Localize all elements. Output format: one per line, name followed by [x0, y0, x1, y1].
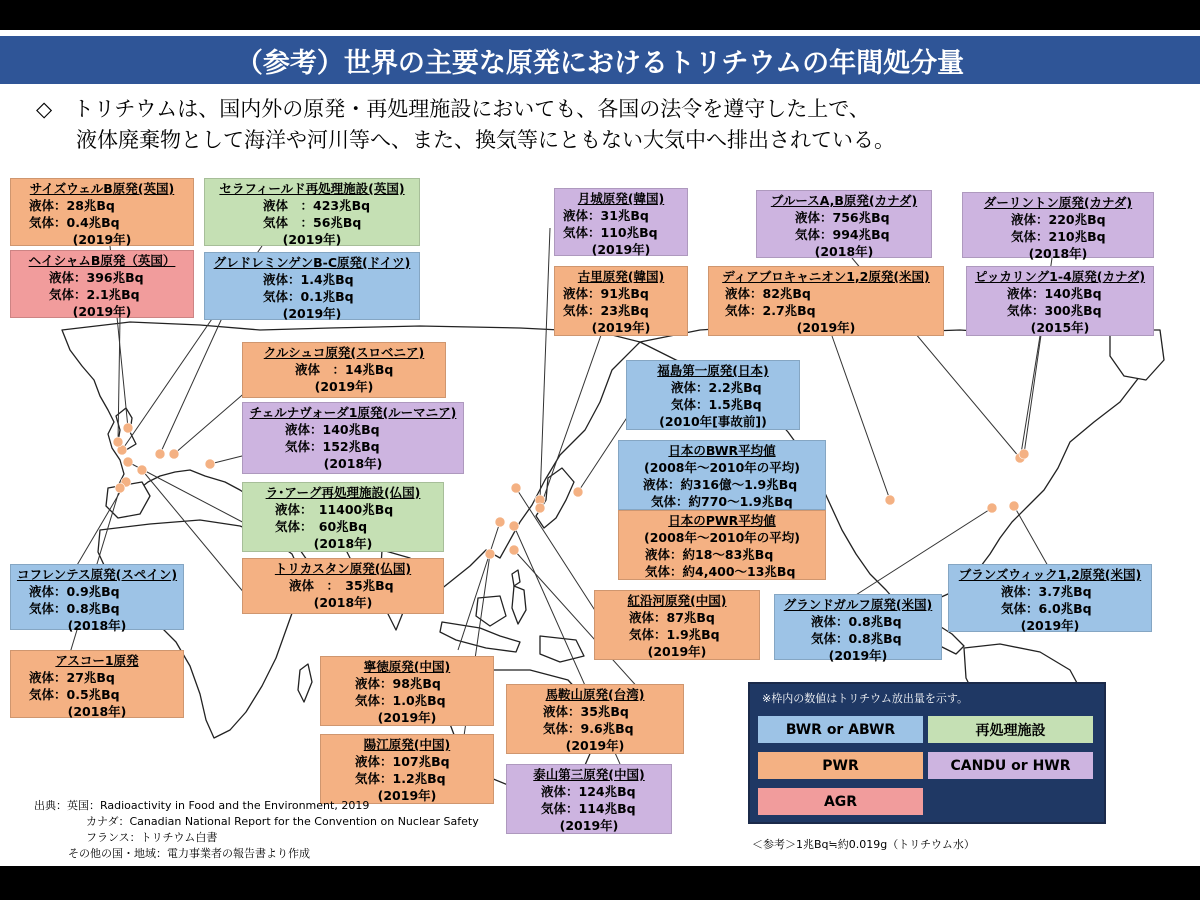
reference-note: ＜参考＞1兆Bq≒約0.019g（トリチウム水） [752, 838, 975, 851]
plant-box-bruce: ブルースA,B原発(カナダ) 液体：756兆Bq 気体：994兆Bq (2018年) [756, 190, 932, 258]
philippines [512, 586, 526, 624]
plant-box-asco: アスコー1原発 液体：27兆Bq 気体：0.5兆Bq (2018年) [10, 650, 184, 718]
plant-box-maanshan: 馬鞍山原発(台湾) 液体：35兆Bq 気体：9.6兆Bq (2019年) [506, 684, 684, 754]
plant-box-hongyanhe: 紅沿河原発(中国) 液体：87兆Bq 気体：1.9兆Bq (2019年) [594, 590, 760, 660]
plant-box-ningde: 寧徳原発(中国) 液体：98兆Bq 気体：1.0兆Bq (2019年) [320, 656, 494, 726]
plant-box-pickering: ピッカリング1-4原発(カナダ) 液体：140兆Bq 気体：300兆Bq (2015年) [966, 266, 1154, 336]
plant-box-japan-bwr-average: 日本のBWR平均値 (2008年～2010年の平均) 液体：約316億～1.9兆Bq 気体：約770～1.9兆Bq [618, 440, 826, 510]
plant-box-la-hague: ラ･アーグ再処理施設(仏国) 液体： 11400兆Bq 気体： 60兆Bq (2018年) [242, 482, 444, 552]
taiwan [512, 570, 520, 586]
page-title: （参考）世界の主要な原発におけるトリチウムの年間処分量 [0, 36, 1200, 84]
plant-box-yangjiang: 陽江原発(中国) 液体：107兆Bq 気体：1.2兆Bq (2019年) [320, 734, 494, 804]
plant-box-sizewell: サイズウェルB原発(英国) 液体：28兆Bq 気体：0.4兆Bq (2019年) [10, 178, 194, 246]
legend [748, 682, 1106, 824]
legend-agr: AGR [758, 788, 923, 815]
intro-line-2: 液体廃棄物として海洋や河川等へ、また、換気等にともない大気中へ排出されている。 [76, 128, 895, 152]
plant-box-darlington: ダーリントン原発(カナダ) 液体：220兆Bq 気体：210兆Bq (2018年) [962, 192, 1154, 258]
legend-note: ※枠内の数値はトリチウム放出量を示す。 [762, 692, 969, 705]
plant-box-cofrentes: コフレンテス原発(スペイン) 液体：0.9兆Bq 気体：0.8兆Bq (2018年) [10, 564, 184, 630]
legend-bwr: BWR or ABWR [758, 716, 923, 743]
intro-line-1: トリチウムは、国内外の原発・再処理施設においても、各国の法令を遵守した上で、 [72, 97, 870, 121]
plant-box-grafenrheinfeld: グレドレミンゲンB-C原発(ドイツ) 液体：1.4兆Bq 気体：0.1兆Bq (2019年) [204, 252, 420, 320]
legend-reprocessing: 再処理施設 [928, 716, 1093, 743]
source-line-1: 出典：英国：Radioactivity in Food and the Environment, 2019 [34, 799, 370, 812]
plant-box-brunswick: ブランズウィック1,2原発(米国) 液体：3.7兆Bq 気体：6.0兆Bq (2019年) [948, 564, 1152, 632]
plant-box-qinshan: 泰山第三原発(中国) 液体：124兆Bq 気体：114兆Bq (2019年) [506, 764, 672, 834]
source-line-2: カナダ：Canadian National Report for the Convention on Nuclear Safety [86, 815, 479, 828]
plant-box-japan-pwr-average: 日本のPWR平均値 (2008年～2010年の平均) 液体：約18～83兆Bq 気体：約4,400～13兆Bq [618, 510, 826, 580]
plant-box-kori: 古里原発(韓国) 液体：91兆Bq 気体：23兆Bq (2019年) [554, 266, 688, 336]
plant-box-sellafield: セラフィールド再処理施設(英国) 液体 ：423兆Bq 気体 ：56兆Bq (2019年) [204, 178, 420, 246]
source-line-3: フランス：トリチウム白書 [86, 831, 218, 844]
plant-box-wolsong: 月城原発(韓国) 液体：31兆Bq 気体：110兆Bq (2019年) [554, 188, 688, 256]
plant-box-grand-gulf: グランドガルフ原発(米国) 液体：0.8兆Bq 気体：0.8兆Bq (2019年) [774, 594, 942, 660]
source-line-4: その他の国・地域：電力事業者の報告書より作成 [68, 847, 310, 860]
plant-box-heysham: ヘイシャムB原発（英国） 液体：396兆Bq 気体：2.1兆Bq (2019年) [10, 250, 194, 318]
legend-pwr: PWR [758, 752, 923, 779]
slide [0, 30, 1200, 866]
plant-box-krsko: クルシュコ原発(スロベニア) 液体 ：14兆Bq (2019年) [242, 342, 446, 398]
plant-box-diablo-canyon: ディアブロキャニオン1,2原発(米国) 液体：82兆Bq 気体：2.7兆Bq (2019年) [708, 266, 944, 336]
bullet-diamond-icon: ◇ [36, 97, 53, 121]
source-citation [34, 798, 479, 862]
plant-box-cernavoda: チェルナヴォーダ1原発(ルーマニア) 液体：140兆Bq 気体：152兆Bq (2018年) [242, 402, 464, 474]
madagascar [298, 664, 312, 702]
plant-box-fukushima: 福島第一原発(日本) 液体：2.2兆Bq 気体：1.5兆Bq (2010年[事故前]) [626, 360, 800, 430]
plant-box-tricastin: トリカスタン原発(仏国) 液体 ： 35兆Bq (2018年) [242, 558, 444, 614]
legend-candu: CANDU or HWR [928, 752, 1093, 779]
new-guinea [540, 636, 584, 662]
